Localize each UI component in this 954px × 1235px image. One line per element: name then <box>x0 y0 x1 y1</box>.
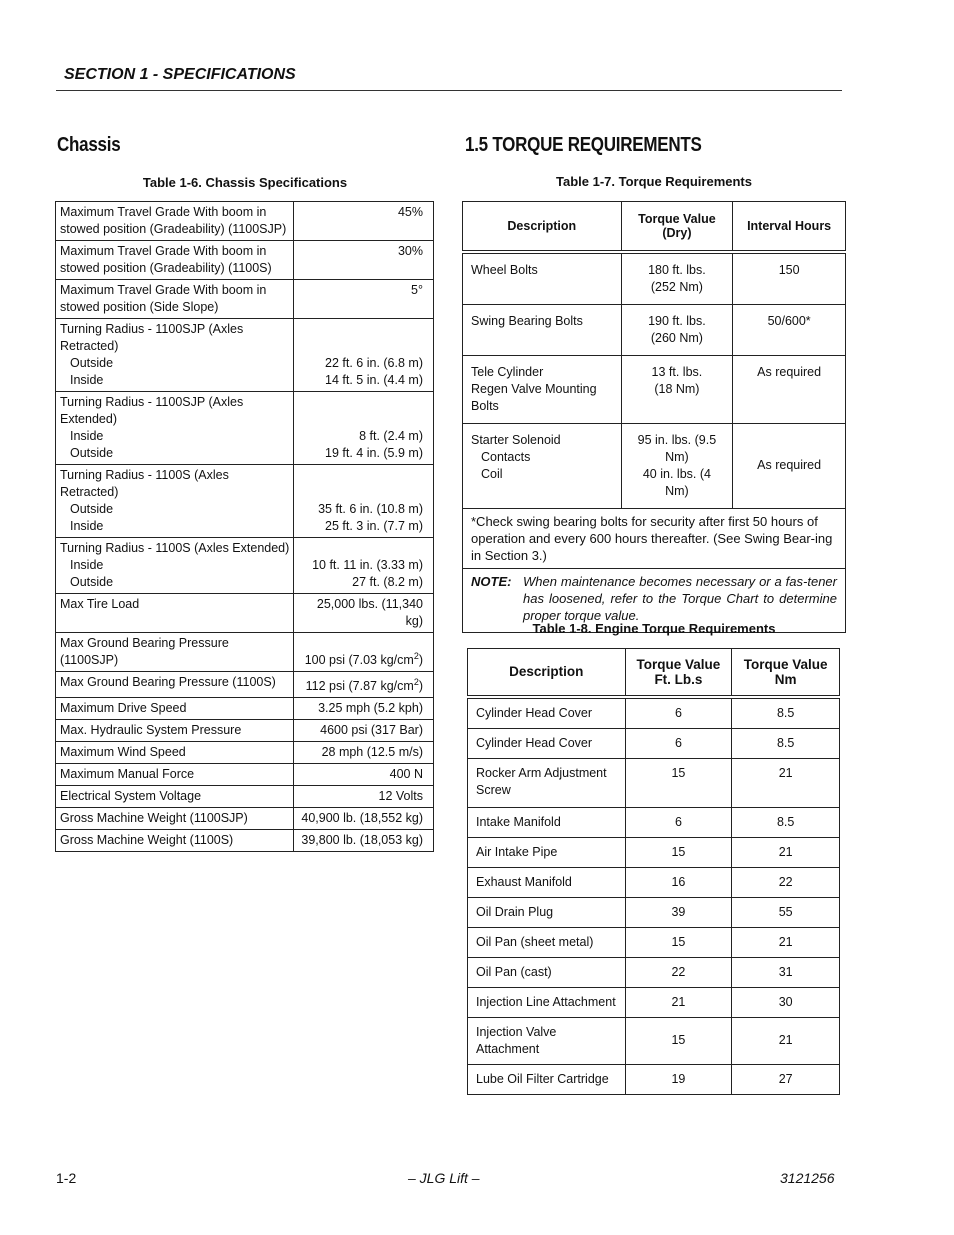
engine-cell: 21 <box>625 987 732 1017</box>
spec-value: 14 ft. 5 in. (4.4 m) <box>325 373 423 387</box>
chassis-table-caption: Table 1-6. Chassis Specifications <box>142 175 348 190</box>
spec-value: 3.25 mph (5.2 kph) <box>318 701 423 716</box>
engine-cell: Intake Manifold <box>468 807 626 837</box>
spec-sublabel: Outside <box>70 446 114 460</box>
table-row <box>56 808 434 830</box>
table-row <box>56 672 434 698</box>
engine-cell: 22 <box>732 867 840 897</box>
engine-torque-caption: Table 1-8. Engine Torque Requirements <box>532 621 776 636</box>
engine-cell: 22 <box>625 957 732 987</box>
torque-torque: 40 in. lbs. (4 Nm) <box>642 466 711 498</box>
spec-sublabel: Inside <box>70 373 104 387</box>
engine-cell: 27 <box>732 1064 840 1094</box>
table-row <box>56 241 434 280</box>
spec-value: 35 ft. 6 in. (10.8 m) <box>318 502 423 516</box>
engine-cell: Air Intake Pipe <box>468 837 626 867</box>
engine-cell: 15 <box>625 758 732 807</box>
table-row <box>56 720 434 742</box>
page-number: 1-2 <box>56 1170 77 1186</box>
engine-cell: Oil Pan (sheet metal) <box>468 927 626 957</box>
engine-cell: Exhaust Manifold <box>468 867 626 897</box>
table-row <box>468 728 840 758</box>
engine-cell: Injection Valve Attachment <box>468 1017 626 1064</box>
engine-cell: 55 <box>732 897 840 927</box>
spec-value: 100 psi (7.03 $kg/cm^2$) <box>304 650 423 667</box>
engine-cell: 8.5 <box>732 728 840 758</box>
engine-torque-table <box>467 648 840 1095</box>
table-row <box>463 252 846 305</box>
spec-value: 112 psi (7.87 $kg/cm^2$) <box>305 677 423 694</box>
engine-col-ftlbs: Torque Value Ft. Lb.s <box>625 649 732 697</box>
torque-table-caption: Table 1-7. Torque Requirements <box>555 174 752 189</box>
table-row <box>463 304 846 355</box>
torque-desc: Bolts <box>471 398 499 413</box>
engine-col-description: Description <box>468 649 626 697</box>
torque-desc: Contacts <box>481 449 531 464</box>
torque-desc: Regen Valve Mounting <box>471 381 597 396</box>
torque-col-value: Torque Value (Dry) <box>621 202 733 252</box>
spec-label: Turning Radius - 1100S (Axles Extended) <box>60 541 290 555</box>
torque-col-description: Description <box>463 202 622 252</box>
torque-interval: 150 <box>778 262 800 277</box>
engine-cell: 8.5 <box>732 807 840 837</box>
torque-col-interval: Interval Hours <box>733 202 846 252</box>
spec-label: Maximum Travel Grade With boom in stowed position (Gradeability) (1100S) <box>60 244 272 275</box>
engine-cell: 16 <box>625 867 732 897</box>
spec-value: 10 ft. 11 in. (3.33 m) <box>312 558 423 572</box>
spec-value: 30% <box>397 244 423 258</box>
torque-torque: 95 in. lbs. (9.5 Nm) <box>637 432 717 464</box>
table-row <box>463 355 846 423</box>
table-row <box>468 807 840 837</box>
spec-value: 28 mph (12.5 m/s) <box>321 745 423 760</box>
engine-cell: Rocker Arm Adjustment Screw <box>468 758 626 807</box>
engine-cell: 15 <box>625 837 732 867</box>
torque-desc: Tele Cylinder <box>471 364 544 379</box>
table-row <box>56 698 434 720</box>
spec-sublabel: Inside <box>70 519 104 533</box>
table-row <box>56 280 434 319</box>
spec-value: 25 ft. 3 in. (7.7 m) <box>325 519 423 533</box>
spec-value: 5° <box>411 283 423 297</box>
engine-cell: 39 <box>625 897 732 927</box>
table-row <box>56 392 434 465</box>
spec-value: 12 Volts <box>378 789 423 804</box>
spec-label: Max Ground Bearing Pressure (1100S) <box>60 675 276 689</box>
spec-label: Maximum Manual Force <box>60 767 195 782</box>
engine-cell: Oil Pan (cast) <box>468 957 626 987</box>
engine-col-nm: Torque Value Nm <box>732 649 840 697</box>
table-row <box>468 697 840 729</box>
spec-value: 45% <box>397 205 423 219</box>
document-number: 3121256 <box>780 1170 835 1186</box>
spec-label: Turning Radius - 1100SJP (Axles Extended) <box>60 395 244 426</box>
engine-cell: 6 <box>625 697 732 729</box>
footer-center: – JLG Lift – <box>408 1170 480 1186</box>
chassis-heading: Chassis <box>57 134 121 156</box>
chassis-spec-table <box>55 201 434 852</box>
spec-value: 400 N <box>389 767 423 782</box>
torque-footnote: *Check swing bearing bolts for security after first 50 hours of operation and every 600 hours thereafter. (See Swing Bear-ing in Section 3.) <box>463 508 846 568</box>
torque-interval: 50/600* <box>767 313 811 328</box>
spec-label: Maximum Travel Grade With boom in stowed position (Side Slope) <box>60 283 267 314</box>
engine-cell: Lube Oil Filter Cartridge <box>468 1064 626 1094</box>
torque-desc: Swing Bearing Bolts <box>471 313 583 328</box>
torque-interval: As required <box>757 458 822 472</box>
torque-heading: 1.5 TORQUE REQUIREMENTS <box>465 134 702 156</box>
torque-interval: As required <box>757 364 822 379</box>
torque-torque: 190 ft. lbs. <box>648 313 706 328</box>
torque-torque: (260 Nm) <box>650 330 703 345</box>
engine-cell: 19 <box>625 1064 732 1094</box>
table-row <box>468 1064 840 1094</box>
engine-cell: 21 <box>732 837 840 867</box>
spec-label: Gross Machine Weight (1100SJP) <box>60 811 248 826</box>
spec-sublabel: Outside <box>70 502 114 516</box>
table-row <box>56 319 434 392</box>
table-row <box>56 202 434 241</box>
table-row <box>468 867 840 897</box>
table-row <box>56 594 434 633</box>
note-label: NOTE: <box>471 573 512 589</box>
spec-label: Max Ground Bearing Pressure (1100SJP) <box>60 636 229 667</box>
spec-sublabel: Inside <box>70 558 104 572</box>
table-row <box>468 927 840 957</box>
engine-cell: 6 <box>625 807 732 837</box>
torque-desc: Wheel Bolts <box>471 262 538 277</box>
section-header: SECTION 1 - SPECIFICATIONS <box>64 66 296 83</box>
table-row <box>463 423 846 508</box>
engine-cell: 31 <box>732 957 840 987</box>
table-row <box>56 465 434 538</box>
note-text: When maintenance becomes necessary or a fas-tener has loosened, refer to the Torque Chart to determine proper torque value. <box>523 573 837 623</box>
engine-cell: Cylinder Head Cover <box>468 728 626 758</box>
table-row <box>468 837 840 867</box>
table-row <box>56 786 434 808</box>
spec-value: 25,000 lbs. (11,340 kg) <box>316 597 423 628</box>
spec-sublabel: Outside <box>70 575 114 589</box>
spec-label: Turning Radius - 1100SJP (Axles Retracted) <box>60 322 244 353</box>
engine-cell: Injection Line Attachment <box>468 987 626 1017</box>
spec-sublabel: Inside <box>70 429 104 443</box>
spec-label: Max Tire Load <box>60 597 140 611</box>
spec-label: Maximum Drive Speed <box>60 701 187 716</box>
spec-value: 8 ft. (2.4 m) <box>359 429 423 443</box>
header-rule <box>56 90 842 91</box>
table-row <box>56 538 434 594</box>
torque-torque: (252 Nm) <box>650 279 703 294</box>
torque-desc: Coil <box>481 466 503 481</box>
table-row <box>56 830 434 852</box>
torque-torque: 180 ft. lbs. <box>648 262 706 277</box>
spec-label: Gross Machine Weight (1100S) <box>60 833 234 848</box>
torque-torque: (18 Nm) <box>654 381 700 396</box>
table-row <box>468 897 840 927</box>
table-row <box>56 633 434 672</box>
table-row <box>468 1017 840 1064</box>
table-row <box>468 758 840 807</box>
torque-torque: 13 ft. lbs. <box>651 364 703 379</box>
engine-cell: 15 <box>625 1017 732 1064</box>
spec-value: 4600 psi (317 Bar) <box>320 723 423 738</box>
torque-table <box>462 201 846 633</box>
spec-sublabel: Outside <box>70 356 114 370</box>
spec-value: 22 ft. 6 in. (6.8 m) <box>325 356 423 370</box>
engine-cell: 30 <box>732 987 840 1017</box>
spec-label: Maximum Travel Grade With boom in stowed position (Gradeability) (1100SJP) <box>60 205 287 236</box>
engine-cell: Oil Drain Plug <box>468 897 626 927</box>
spec-value: 19 ft. 4 in. (5.9 m) <box>325 446 423 460</box>
table-row <box>56 742 434 764</box>
spec-label: Electrical System Voltage <box>60 789 202 804</box>
torque-desc: Starter Solenoid <box>471 432 561 447</box>
engine-cell: 15 <box>625 927 732 957</box>
engine-cell: Cylinder Head Cover <box>468 697 626 729</box>
table-row <box>56 764 434 786</box>
engine-cell: 21 <box>732 758 840 807</box>
table-row <box>468 957 840 987</box>
spec-value: 39,800 lb. (18,053 kg) <box>301 833 423 848</box>
spec-label: Max. Hydraulic System Pressure <box>60 723 242 738</box>
engine-cell: 21 <box>732 1017 840 1064</box>
engine-cell: 6 <box>625 728 732 758</box>
engine-cell: 8.5 <box>732 697 840 729</box>
table-row <box>468 987 840 1017</box>
spec-value: 27 ft. (8.2 m) <box>352 575 423 589</box>
spec-value: 40,900 lb. (18,552 kg) <box>301 811 423 826</box>
engine-cell: 21 <box>732 927 840 957</box>
spec-label: Maximum Wind Speed <box>60 745 186 760</box>
spec-label: Turning Radius - 1100S (Axles Retracted) <box>60 468 229 499</box>
